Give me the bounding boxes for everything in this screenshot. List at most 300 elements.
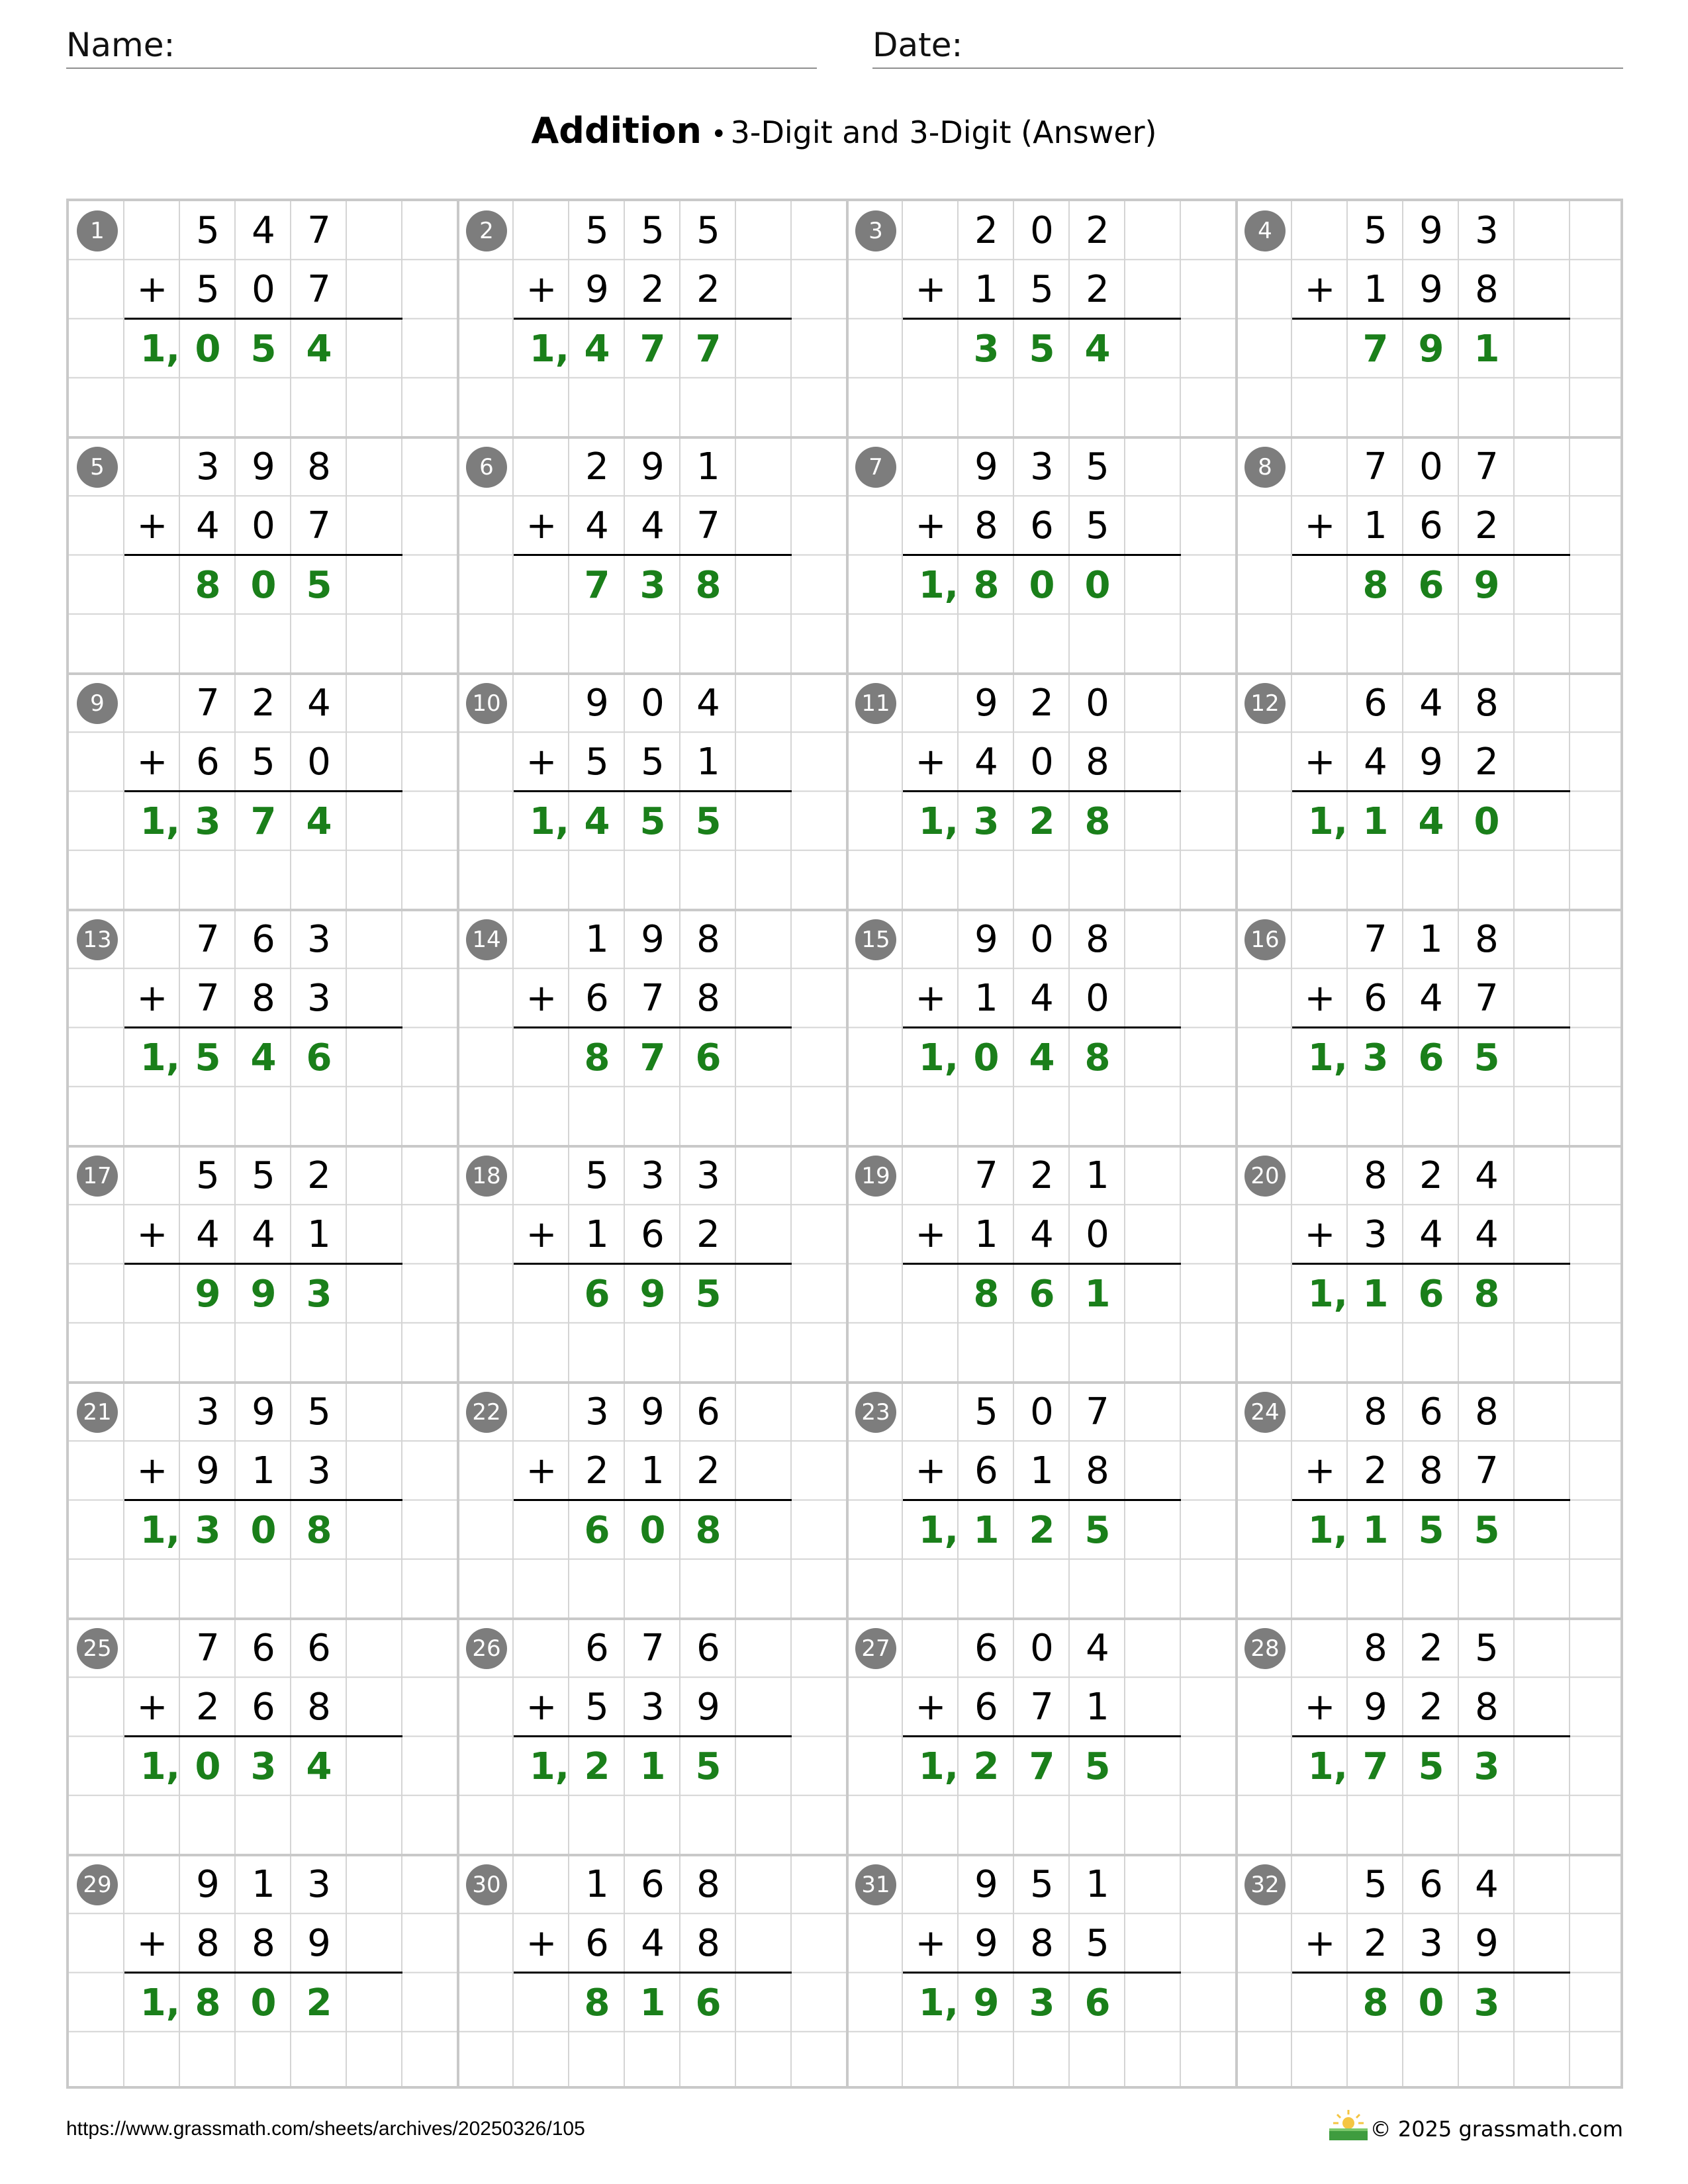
footer-copyright: © 2025 grassmath.com — [1370, 2116, 1623, 2142]
addend-digit: 6 — [252, 1686, 275, 1729]
addend-digit: 2 — [1364, 1922, 1387, 1966]
answer-digit: 1 — [639, 1981, 666, 2025]
answer-digit: 5 — [1474, 1509, 1500, 1552]
answer-digit: 1, — [140, 1981, 180, 2025]
addend-digit: 7 — [196, 977, 220, 1021]
answer-digit: 1, — [918, 564, 959, 607]
answer-digit: 7 — [584, 564, 610, 607]
addend-digit: 1 — [1086, 1686, 1109, 1729]
addend-digit: 6 — [585, 977, 609, 1021]
addend-digit: 8 — [1419, 1449, 1443, 1493]
plus-sign: + — [1304, 268, 1336, 311]
addend-digit: 9 — [585, 268, 609, 312]
problem-number-badge: 6 — [466, 447, 507, 488]
problem-number-badge: 28 — [1244, 1628, 1286, 1669]
problem-number-badge: 3 — [855, 210, 896, 251]
addend-digit: 5 — [585, 1154, 609, 1197]
addend-digit: 2 — [1364, 1449, 1387, 1493]
addend-digit: 2 — [696, 1213, 720, 1257]
addend-digit: 0 — [1030, 918, 1054, 961]
addend-digit: 6 — [974, 1449, 998, 1493]
answer-digit: 6 — [695, 1036, 722, 1079]
problem-number-badge: 2 — [466, 210, 507, 251]
addend-digit: 4 — [1419, 1213, 1443, 1257]
addend-digit: 6 — [641, 1863, 665, 1906]
addend-digit: 7 — [307, 268, 331, 312]
plus-sign: + — [136, 1449, 168, 1492]
addend-digit: 6 — [696, 1390, 720, 1433]
answer-digit: 1 — [1362, 800, 1389, 843]
addend-digit: 7 — [307, 504, 331, 548]
plus-sign: + — [915, 741, 947, 784]
problem-number-badge: 30 — [466, 1864, 507, 1905]
addend-digit: 4 — [252, 1213, 275, 1257]
problem-31 — [847, 1855, 1237, 2091]
answer-digit: 5 — [1418, 1509, 1444, 1552]
answer-digit: 4 — [306, 328, 332, 371]
addend-digit: 9 — [252, 1390, 275, 1433]
plus-sign: + — [526, 1449, 557, 1492]
addend-digit: 7 — [196, 682, 220, 725]
addend-digit: 5 — [641, 741, 665, 784]
addend-digit: 6 — [1419, 1863, 1443, 1906]
addend-digit: 8 — [1475, 1390, 1499, 1433]
addend-digit: 4 — [696, 682, 720, 725]
addend-digit: 8 — [1030, 1922, 1054, 1966]
addend-digit: 4 — [252, 209, 275, 252]
addend-digit: 1 — [307, 1213, 331, 1257]
worksheet-title — [0, 105, 1688, 161]
addend-digit: 9 — [1475, 1922, 1499, 1966]
addend-digit: 5 — [585, 209, 609, 252]
problem-number-badge: 9 — [77, 683, 118, 724]
answer-digit: 1, — [918, 800, 959, 843]
problem-number-badge: 20 — [1244, 1156, 1286, 1197]
answer-digit: 3 — [1362, 1036, 1389, 1079]
addend-digit: 8 — [307, 1686, 331, 1729]
answer-digit: 6 — [695, 1981, 722, 2025]
addend-digit: 4 — [196, 504, 220, 548]
problem-6 — [458, 437, 847, 674]
answer-digit: 9 — [639, 1273, 666, 1316]
addend-digit: 8 — [196, 1922, 220, 1966]
problem-12 — [1237, 674, 1626, 910]
problem-30 — [458, 1855, 847, 2091]
answer-digit: 3 — [973, 800, 1000, 843]
problem-29 — [69, 1855, 458, 2091]
addend-digit: 5 — [974, 1390, 998, 1433]
answer-digit: 1 — [1362, 1509, 1389, 1552]
addend-digit: 3 — [307, 918, 331, 961]
addend-digit: 0 — [1086, 682, 1109, 725]
problem-19 — [847, 1146, 1237, 1383]
addend-digit: 9 — [307, 1922, 331, 1966]
answer-digit: 4 — [306, 800, 332, 843]
addend-digit: 5 — [1364, 1863, 1387, 1906]
addend-digit: 5 — [1030, 268, 1054, 312]
plus-sign: + — [526, 504, 557, 547]
addend-digit: 1 — [1030, 1449, 1054, 1493]
plus-sign: + — [1304, 1922, 1336, 1965]
name-field[interactable] — [66, 23, 817, 69]
problem-number-badge: 25 — [77, 1628, 118, 1669]
addend-digit: 7 — [1475, 977, 1499, 1021]
problem-28 — [1237, 1619, 1626, 1855]
problem-2 — [458, 201, 847, 437]
answer-digit: 7 — [639, 1036, 666, 1079]
answer-digit: 1, — [529, 328, 569, 371]
addend-digit: 7 — [196, 1627, 220, 1670]
answer-digit: 1 — [1474, 328, 1500, 371]
answer-digit: 1, — [1307, 1036, 1348, 1079]
problem-number-badge: 14 — [466, 919, 507, 960]
addend-digit: 0 — [252, 268, 275, 312]
addend-digit: 0 — [1030, 741, 1054, 784]
addend-digit: 5 — [196, 1154, 220, 1197]
addend-digit: 9 — [974, 918, 998, 961]
answer-digit: 1 — [1362, 1273, 1389, 1316]
addend-digit: 6 — [1364, 977, 1387, 1021]
addend-digit: 4 — [1419, 977, 1443, 1021]
answer-digit: 0 — [639, 1509, 666, 1552]
problem-number-badge: 18 — [466, 1156, 507, 1197]
addend-digit: 8 — [1364, 1627, 1387, 1670]
answer-digit: 8 — [584, 1036, 610, 1079]
addend-digit: 6 — [1030, 504, 1054, 548]
addend-digit: 5 — [585, 1686, 609, 1729]
title-subtitle: 3-Digit and 3-Digit (Answer) — [730, 114, 1157, 150]
plus-sign: + — [136, 504, 168, 547]
problem-15 — [847, 910, 1237, 1146]
addend-digit: 0 — [1086, 1213, 1109, 1257]
plus-sign: + — [1304, 504, 1336, 547]
addend-digit: 2 — [307, 1154, 331, 1197]
answer-digit: 5 — [695, 1745, 722, 1788]
answer-digit: 7 — [1362, 1745, 1389, 1788]
addend-digit: 5 — [1364, 209, 1387, 252]
problem-number-badge: 15 — [855, 919, 896, 960]
addend-digit: 1 — [585, 1213, 609, 1257]
answer-digit: 5 — [250, 328, 277, 371]
problem-22 — [458, 1383, 847, 1619]
answer-digit: 5 — [1084, 1745, 1111, 1788]
answer-digit: 4 — [1084, 328, 1111, 371]
addend-digit: 2 — [1419, 1154, 1443, 1197]
plus-sign: + — [526, 1922, 557, 1965]
addend-digit: 7 — [1475, 1449, 1499, 1493]
addend-digit: 3 — [585, 1390, 609, 1433]
answer-digit: 0 — [250, 564, 277, 607]
addend-digit: 2 — [1030, 682, 1054, 725]
answer-digit: 3 — [973, 328, 1000, 371]
answer-digit: 1, — [1307, 1273, 1348, 1316]
addend-digit: 8 — [974, 504, 998, 548]
plus-sign: + — [526, 268, 557, 311]
plus-sign: + — [1304, 1213, 1336, 1256]
addend-digit: 0 — [1030, 1390, 1054, 1433]
problem-13 — [69, 910, 458, 1146]
answer-digit: 6 — [1029, 1273, 1055, 1316]
title-bullet: • — [711, 119, 727, 150]
answer-digit: 8 — [1084, 1036, 1111, 1079]
problem-4 — [1237, 201, 1626, 437]
answer-digit: 8 — [1474, 1273, 1500, 1316]
answer-digit: 0 — [250, 1509, 277, 1552]
answer-digit: 4 — [584, 800, 610, 843]
answer-digit: 1, — [918, 1509, 959, 1552]
addend-digit: 1 — [252, 1449, 275, 1493]
addend-digit: 4 — [641, 504, 665, 548]
problem-9 — [69, 674, 458, 910]
addend-digit: 4 — [1475, 1213, 1499, 1257]
answer-digit: 0 — [973, 1036, 1000, 1079]
addend-digit: 5 — [641, 209, 665, 252]
addend-digit: 0 — [1419, 445, 1443, 488]
addend-digit: 4 — [307, 682, 331, 725]
answer-digit: 5 — [1084, 1509, 1111, 1552]
plus-sign: + — [915, 1686, 947, 1729]
addend-digit: 6 — [252, 918, 275, 961]
answer-digit: 3 — [1474, 1745, 1500, 1788]
addend-digit: 3 — [696, 1154, 720, 1197]
problem-number-badge: 12 — [1244, 683, 1286, 724]
addend-digit: 5 — [252, 1154, 275, 1197]
addend-digit: 5 — [1086, 445, 1109, 488]
addend-digit: 5 — [196, 268, 220, 312]
addend-digit: 2 — [641, 268, 665, 312]
answer-digit: 1, — [140, 1509, 180, 1552]
addend-digit: 3 — [196, 445, 220, 488]
problem-11 — [847, 674, 1237, 910]
answer-digit: 4 — [584, 328, 610, 371]
answer-digit: 8 — [195, 1981, 221, 2025]
answer-digit: 0 — [195, 1745, 221, 1788]
answer-digit: 8 — [584, 1981, 610, 2025]
problem-number-badge: 27 — [855, 1628, 896, 1669]
addend-digit: 9 — [1419, 209, 1443, 252]
plus-sign: + — [526, 977, 557, 1020]
problem-3 — [847, 201, 1237, 437]
answer-digit: 5 — [639, 800, 666, 843]
answer-digit: 5 — [1474, 1036, 1500, 1079]
addend-digit: 9 — [641, 445, 665, 488]
answer-digit: 8 — [306, 1509, 332, 1552]
addend-digit: 2 — [1475, 741, 1499, 784]
answer-digit: 4 — [1418, 800, 1444, 843]
plus-sign: + — [915, 1213, 947, 1256]
answer-digit: 8 — [1362, 1981, 1389, 2025]
answer-digit: 1, — [140, 800, 180, 843]
plus-sign: + — [136, 268, 168, 311]
addend-digit: 1 — [974, 1213, 998, 1257]
answer-digit: 5 — [695, 800, 722, 843]
addend-digit: 8 — [1475, 918, 1499, 961]
answer-digit: 7 — [695, 328, 722, 371]
problem-grid — [66, 199, 1623, 2089]
problem-number-badge: 5 — [77, 447, 118, 488]
addend-digit: 2 — [585, 1449, 609, 1493]
problem-number-badge: 22 — [466, 1392, 507, 1433]
addend-digit: 1 — [1364, 504, 1387, 548]
addend-digit: 1 — [585, 918, 609, 961]
addend-digit: 4 — [1030, 977, 1054, 1021]
addend-digit: 9 — [696, 1686, 720, 1729]
addend-digit: 8 — [1086, 741, 1109, 784]
addend-digit: 9 — [641, 918, 665, 961]
addend-digit: 3 — [1475, 209, 1499, 252]
answer-digit: 1, — [140, 1745, 180, 1788]
addend-digit: 2 — [696, 268, 720, 312]
answer-digit: 1, — [140, 1036, 180, 1079]
addend-digit: 8 — [1475, 1686, 1499, 1729]
answer-digit: 6 — [1084, 1981, 1111, 2025]
plus-sign: + — [526, 1213, 557, 1256]
problem-10 — [458, 674, 847, 910]
addend-digit: 7 — [1364, 918, 1387, 961]
answer-digit: 1, — [529, 1745, 569, 1788]
problem-number-badge: 23 — [855, 1392, 896, 1433]
problem-14 — [458, 910, 847, 1146]
addend-digit: 7 — [1475, 445, 1499, 488]
addend-digit: 4 — [641, 1922, 665, 1966]
addend-digit: 7 — [974, 1154, 998, 1197]
addend-digit: 1 — [696, 445, 720, 488]
name-label: Name: — [66, 26, 175, 64]
plus-sign: + — [136, 1686, 168, 1729]
answer-digit: 4 — [250, 1036, 277, 1079]
problem-18 — [458, 1146, 847, 1383]
answer-digit: 8 — [1362, 564, 1389, 607]
addend-digit: 7 — [1086, 1390, 1109, 1433]
addend-digit: 7 — [1364, 445, 1387, 488]
addend-digit: 8 — [1364, 1390, 1387, 1433]
addend-digit: 5 — [585, 741, 609, 784]
addend-digit: 2 — [974, 209, 998, 252]
addend-digit: 4 — [1475, 1863, 1499, 1906]
problem-number-badge: 21 — [77, 1392, 118, 1433]
addend-digit: 2 — [1419, 1686, 1443, 1729]
problem-17 — [69, 1146, 458, 1383]
addend-digit: 3 — [196, 1390, 220, 1433]
answer-digit: 0 — [1418, 1981, 1444, 2025]
addend-digit: 8 — [1086, 918, 1109, 961]
answer-digit: 1, — [140, 328, 180, 371]
addend-digit: 9 — [974, 445, 998, 488]
addend-digit: 6 — [1419, 504, 1443, 548]
addend-digit: 4 — [585, 504, 609, 548]
addend-digit: 6 — [585, 1922, 609, 1966]
addend-digit: 8 — [1086, 1449, 1109, 1493]
addend-digit: 1 — [585, 1863, 609, 1906]
answer-digit: 1, — [918, 1036, 959, 1079]
answer-digit: 3 — [306, 1273, 332, 1316]
addend-digit: 4 — [974, 741, 998, 784]
addend-digit: 8 — [1475, 268, 1499, 312]
addend-digit: 6 — [585, 1627, 609, 1670]
answer-digit: 7 — [639, 328, 666, 371]
addend-digit: 2 — [1419, 1627, 1443, 1670]
addend-digit: 2 — [1086, 268, 1109, 312]
addend-digit: 5 — [696, 209, 720, 252]
addend-digit: 2 — [585, 445, 609, 488]
addend-digit: 6 — [196, 741, 220, 784]
addend-digit: 6 — [974, 1627, 998, 1670]
addend-digit: 4 — [1475, 1154, 1499, 1197]
addend-digit: 7 — [641, 1627, 665, 1670]
answer-digit: 6 — [1418, 1273, 1444, 1316]
addend-digit: 5 — [252, 741, 275, 784]
answer-digit: 2 — [1029, 800, 1055, 843]
addend-digit: 2 — [252, 682, 275, 725]
addend-digit: 4 — [1030, 1213, 1054, 1257]
addend-digit: 9 — [196, 1863, 220, 1906]
problem-number-badge: 16 — [1244, 919, 1286, 960]
addend-digit: 0 — [641, 682, 665, 725]
plus-sign: + — [1304, 1686, 1336, 1729]
answer-digit: 3 — [195, 1509, 221, 1552]
problem-number-badge: 11 — [855, 683, 896, 724]
answer-digit: 9 — [195, 1273, 221, 1316]
addend-digit: 5 — [1086, 504, 1109, 548]
addend-digit: 7 — [641, 977, 665, 1021]
problem-number-badge: 10 — [466, 683, 507, 724]
addend-digit: 9 — [252, 445, 275, 488]
addend-digit: 8 — [1475, 682, 1499, 725]
addend-digit: 1 — [974, 977, 998, 1021]
addend-digit: 5 — [307, 1390, 331, 1433]
footer-url: https://www.grassmath.com/sheets/archives/20250326/105 — [66, 2118, 585, 2140]
answer-digit: 1, — [529, 800, 569, 843]
plus-sign: + — [526, 1686, 557, 1729]
addend-digit: 6 — [1419, 1390, 1443, 1433]
answer-digit: 4 — [306, 1745, 332, 1788]
addend-digit: 0 — [252, 504, 275, 548]
sun-over-grass-logo-icon — [1325, 2107, 1372, 2142]
problem-32 — [1237, 1855, 1626, 2091]
plus-sign: + — [915, 1922, 947, 1965]
problem-number-badge: 19 — [855, 1156, 896, 1197]
addend-digit: 9 — [1419, 741, 1443, 784]
problem-27 — [847, 1619, 1237, 1855]
plus-sign: + — [526, 741, 557, 784]
answer-digit: 8 — [973, 1273, 1000, 1316]
addend-digit: 9 — [974, 682, 998, 725]
addend-digit: 6 — [307, 1627, 331, 1670]
addend-digit: 7 — [1030, 1686, 1054, 1729]
problem-20 — [1237, 1146, 1626, 1383]
answer-digit: 9 — [250, 1273, 277, 1316]
addend-digit: 5 — [196, 209, 220, 252]
plus-sign: + — [915, 1449, 947, 1492]
addend-digit: 8 — [696, 918, 720, 961]
addend-digit: 8 — [696, 1922, 720, 1966]
answer-digit: 1, — [1307, 1509, 1348, 1552]
addend-digit: 3 — [307, 1863, 331, 1906]
addend-digit: 9 — [585, 682, 609, 725]
answer-digit: 9 — [1474, 564, 1500, 607]
answer-digit: 2 — [1029, 1509, 1055, 1552]
date-field[interactable] — [872, 23, 1623, 69]
problem-23 — [847, 1383, 1237, 1619]
answer-digit: 0 — [1084, 564, 1111, 607]
problem-number-badge: 4 — [1244, 210, 1286, 251]
problem-7 — [847, 437, 1237, 674]
plus-sign: + — [915, 268, 947, 311]
plus-sign: + — [1304, 741, 1336, 784]
answer-digit: 6 — [1418, 564, 1444, 607]
problem-number-badge: 8 — [1244, 447, 1286, 488]
answer-digit: 0 — [1474, 800, 1500, 843]
